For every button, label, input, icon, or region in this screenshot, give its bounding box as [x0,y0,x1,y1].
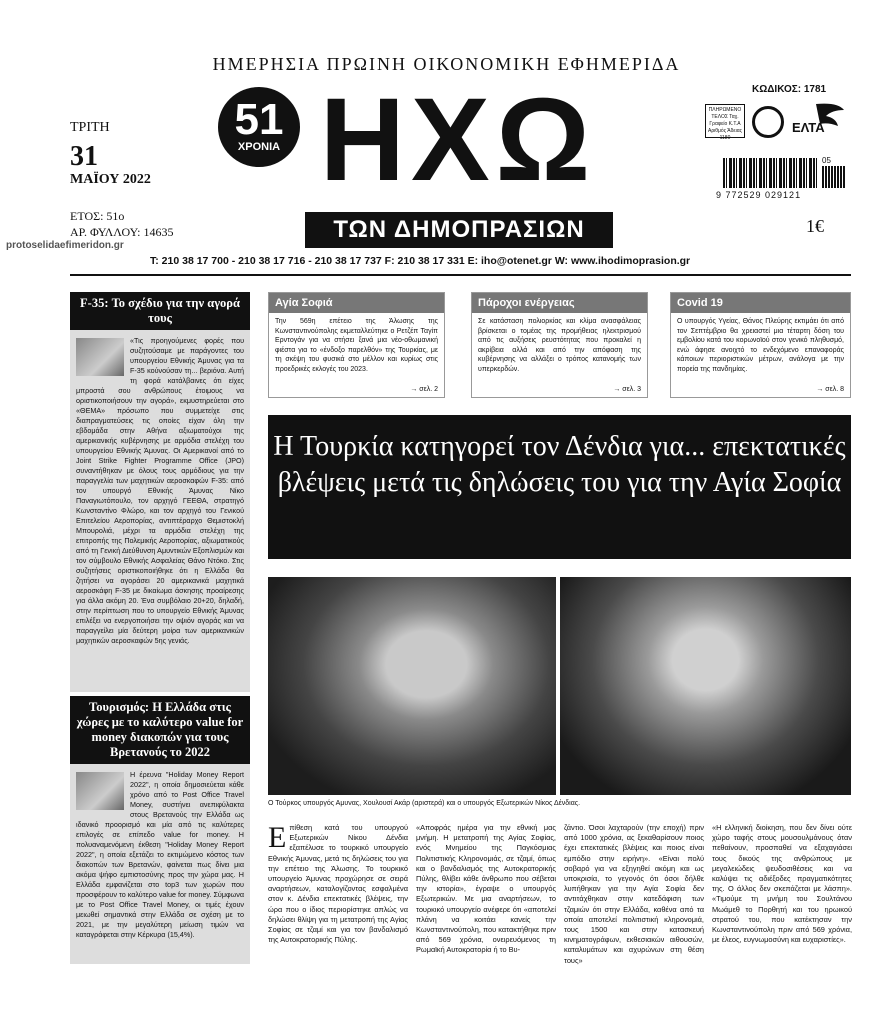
date-number: 31 [70,141,98,172]
anniversary-badge [218,87,300,167]
photo-akar [268,577,556,795]
barcode-addon: 05 [822,156,831,165]
date-block [70,120,151,188]
barcode-addon-bars [822,166,846,188]
postage-stamp: ΠΛΗΡΩΜΕΝΟ ΤΕΛΟΣ Ταχ. Γραφείο Κ.Τ.Α Αριθμός Άδειας 1180 [705,104,745,138]
sidebar-story-text: Η έρευνα "Holiday Money Report 2022", η οποία δημοσιεύεται κάθε χρόνο από το Post Office Travel Money, συστήνει ανεπιφύλακτα στους Βρετανούς την Ελλάδα ως ιδανικό προορισμό και μία από τις καλύτερες επιλογές σε επίπεδο value for money. Η πολυαναμενόμενη έκθεση "Holiday Money Report 2022", η οποία εξετάζει το εκτιμώμενο κόστος των διακοπών των Βρετανών, φαίνεται πως δίνει μια ακόμα ψήφο εμπιστοσύνης προς την χώρα μας. Η Ελλάδα εμφανίζεται στο top3 των χωρών που προσφέρουν το καλύτερο value for money. Σύμφωνα με το Post Office Travel Money, οι τιμές έχουν μειωθεί σημαντικά στην Ελλάδα σε σχέση με το 2021, με την μεγαλύτερη μείωση τιμών να καταγράφεται στην Κέρκυρα (15,4%). [76,770,244,939]
teaser-page: → σελ. 2 [410,386,438,393]
sidebar-story-title: Τουρισμός: Η Ελλάδα στις χώρες με το καλύτερο value for money διακοπών για τους Βρετανούς το 2022 [70,696,250,764]
photo-caption: Ο Τούρκος υπουργός Αμυνας, Χουλουσί Ακάρ (αριστερά) και ο υπουργός Εξωτερικών Νίκος Δένδιας. [268,800,581,807]
year-line: ΕΤΟΣ: 51ο [70,209,125,223]
issue-line: ΑΡ. ΦΥΛΛΟΥ: 14635 [70,225,174,239]
badge-label: ΧΡΟΝΙΑ [237,141,281,153]
article-text: πίθεση κατά του υπουργού Εξωτερικών Νίκου Δένδια εξαπέλυσε το τουρκικό υπουργείο Εθνικής Άμυνας, μετά τις δηλώσεις του για την επέτειο της Άλωσης. Το τουρκικό υπουργείο Άμυνας προχώρησε σε σειρά αναρτήσεων, καταλογίζοντας εσφαλμένα στον κ. Δένδια επεκτατικές βλέψεις, την ώρα που ο ίδιος περιορίστηκε απλώς να δηλώσει θλίψη για τη μετατροπή της Αγίας Σοφίας σε τζαμί και για τον βανδαλισμό της Αυτοκρατορικής Πύλης. [268,823,408,945]
sidebar-story-body [70,330,250,652]
sidebar-story-tourism [70,696,250,964]
contact-line: T: 210 38 17 700 - 210 38 17 716 - 210 38 17 737 F: 210 38 17 331 E: iho@otenet.gr W: www.ihodimoprasion.gr [150,255,691,267]
sidebar-story-title: F-35: Το σχέδιο για την αγορά τους [70,292,250,330]
teaser-page: → σελ. 3 [613,386,641,393]
article-text: ζάντιο. Όσοι λαχταρούν (την εποχή) πριν από 1000 χρόνια, ας ξεκαθαρίσουν ποιος έχει επεκτατικές βλέψεις και ποιος είναι εμπόδιο στην ειρήνη». «Είναι πολύ σοβαρό για να εξηγηθεί ακόμη και ως υποκρισία, το γεγονός ότι όσοι δήλθε λυπήθηκαν για την Αγία Σοφία δεν αντιτάχθηκαν στην κατεδάφιση των τζαμιών ότι στην Ελλάδα, καθένα από τα οποία αποτελεί πολιτιστική κληρονομιά, τους 1500 και στην κατασκευή κινηματογράφων, εκθεσιακών αιθουσών, καταλυμάτων και αχυρώνων στη θέση τους» [564,823,704,965]
main-headline: Η Τουρκία κατηγορεί τον Δένδια για... επεκτατικές βλέψεις μετά τις δηλώσεις του για την Αγία Σοφία [268,415,851,559]
article-column-1 [268,823,408,945]
article-text: «Η ελληνική διοίκηση, που δεν δίνει ούτε χώρο ταφής στους μουσουλμάνους όταν πεθαίνουν, προσπαθεί να εξαχαγιάσει τους δικούς της ανθρώπους με μεγαλειώδεις ψευδοσιθέσεις και να καλύψει τις αδιέξοδες πραγματικότητες της. Ο άλλος δεν σκεπάζεται με λάσπη». «Τιμούμε τη μνήμη του Σουλτάνου Μωάμεθ το Πορθητή και του ηρωικού στρατού του, που κατέκτησαν την Κωνσταντινούπολη πριν από 569 χρόνια, με έλεος, ευγνωμοσύνη και ευχαριστίες». [712,823,852,945]
elta-label: ΕΛΤΑ [792,120,825,135]
product-code: ΚΩΔΙΚΟΣ: 1781 [752,84,827,95]
teaser-box-covid [670,292,851,398]
photo-dendias [560,577,851,795]
teaser-text: Την 569η επέτειο της Άλωσης της Κωνσταντινούπολης εκμεταλλεύτηκε ο Ρετζέπ Ταγίπ Ερντογάν για να στήσει ξανά μια νέο-οθωμανική φιέστα για το «ένδοξο παρελθόν» της Τουρκίας, με τη σκέψη του φυσικά στο μέλλον και κυρίως στις προεδρικές εκλογές του 2023. [275,318,438,373]
newspaper-logo: ΗΧΩ [319,74,597,206]
teaser-title: Covid 19 [671,293,850,313]
tagline: ΗΜΕΡΗΣΙΑ ΠΡΩΙΝΗ ΟΙΚΟΝΟΜΙΚΗ ΕΦΗΜΕΡΙΔΑ [212,54,681,74]
teaser-page: → σελ. 8 [816,386,844,393]
masthead-rule [70,274,851,276]
sidebar-story-text: «Τις προηγούμενες φορές που συζητούσαμε με παράγοντες του υπουργείου Εθνικής Άμυνας για τα F-35 κούνούσαν τη... βεριόνα. Αυτή τη φορά κατάλβαινες ότι είχες μπροστά σου ανθρώπους έτοιμους να οριστικοποιήσουν την αγορά», εκμυστηρεύεται στο «ΘΕΜΑ» πρόσωπο που συμμετείχε στις διαπραγματεύσεις τις οποίες είχαν όλη την εβδομάδα στην Αθήνα αξιωματούχοι της αμερικανικής κυβέρνησης με αρμόδια στελέχη του υπουργείου Εθνικής Άμυνας. Οι Αμερικανοί από το Joint Strike Fighter Programme Office (JPO) συναντήθηκαν με όλους τους αρμόδιους για την παραγγελία των μαχητικών αεροσκαφών F-35: από τον υπουργό Εθνικής Άμυνας Νίκο Παναγιωτόπουλο, τον αρχηγό ΓΕΕΘΑ, στρατηγό Κωνσταντίνο Φλώρο, και τον αρχηγό του Γενικού Επιτελείου Αεροπορίας, αντιπτέραρχο Θεμιστοκλή Μπουρολιά, μέχρι τα αρμόδια στελέχη της επιτροπής της Πολεμικής Αεροπορίας, αξιωματικούς από τη Γενική Διεύθυνση Αμυντικών Εξοπλισμών και τον σύμβουλο Εθνικής Ασφαλείας Θάνο Ντόκο. Στις συζητήσεις οριστικοποιήθηκε ότι η Ελλάδα θα ζητήσει να αγοράσει 20 αμερικανικά μαχητικά αεροσκάφη F-35 με δικαίωμα άσκησης προαίρεσης για άλλα ακόμη 20. Ένα συμβόλαιο 20+20, δηλαδή, στην περίπτωση που το υπουργείο Εθνικής Άμυνας επιλέξει να ενεργοποιήσει την οψιόν αγοράς και να παραγγείλει μία δεύτερη μοίρα των αμερικανικών μαχητικών αεροσκαφών 5ης γενιάς. [76,336,244,645]
price: 1€ [806,216,824,236]
elta-logo [788,100,846,140]
issue-meta [70,208,173,240]
newspaper-subtitle: ΤΩΝ ΔΗΜΟΠΡΑΣΙΩΝ [305,212,613,248]
watermark: protoselidaefimeridon.gr [6,240,124,251]
sidebar-story-f35 [70,292,250,692]
teaser-text: Ο υπουργός Υγείας, Θάνος Πλεύρης εκτιμάει ότι από τον Σεπτέμβριο θα χρειαστεί μια τέταρτη δόση του εμβολίου κατά του κορωνοϊού στον γενικό πληθυσμό, ενώ άφησε ανοιχτό το ενδεχόμενο επαναφοράς κάποιων περιοριστικών μέτρων, ανάλογα με την πορεία της πανδημίας. [677,318,844,373]
beach-thumbnail [76,772,124,810]
teaser-title: Πάροχοι ενέργειας [472,293,647,313]
month-year: ΜΑΪΟΥ 2022 [70,172,151,187]
barcode [723,158,819,188]
teaser-box-energy [471,292,648,398]
article-column-3 [564,823,704,966]
postal-seal-icon [752,106,784,138]
article-column-2 [416,823,556,956]
teaser-text: Σε κατάσταση πολιορκίας και κλίμα ανασφάλειας βρίσκεται ο τομέας της προμήθειας ηλεκτρισμού από τις αυξήσεις ρευστότητας που προκαλεί η ακρίβεια αλλά και από την απόφαση της κυβέρνησης να αλλάξει ο τρόπος κατανομής των υπερκερδών. [478,318,641,373]
teaser-box-hagia-sophia [268,292,445,398]
sidebar-story-body [70,764,250,946]
article-text: «Αποφράς ημέρα για την εθνική μας μνήμη. Η μετατροπή της Αγίας Σοφίας, ενός Μνημείου της Παγκόσμιας Πολιτιστικής Κληρονομιάς, σε τζαμί, όπως και ο βανδαλισμός της Αυτοκρατορικής Πύλης, θλίβει κάθε άνθρωπο που σέβεται την ιστορία», έγραψε ο υπουργός Εξωτερικών. Με μια αναρτήσεων, το τουρκικό υπουργείο ανέφερε ότι «αποτελεί πλάνη να κοιτάει κανείς την Κωνσταντινούπολη, που κατακτήθηκε πριν από 569 χρόνια, ονειρευόμενος τη Ρωμαϊκή Αυτοκρατορία ή το Βυ- [416,823,556,955]
jet-thumbnail [76,338,124,376]
weekday: ΤΡΙΤΗ [70,120,110,135]
barcode-number: 9 772529 029121 [716,190,802,200]
article-column-4 [712,823,852,945]
teaser-title: Αγία Σοφιά [269,293,444,313]
drop-cap: Ε [268,821,287,854]
badge-number: 51 [234,95,284,144]
